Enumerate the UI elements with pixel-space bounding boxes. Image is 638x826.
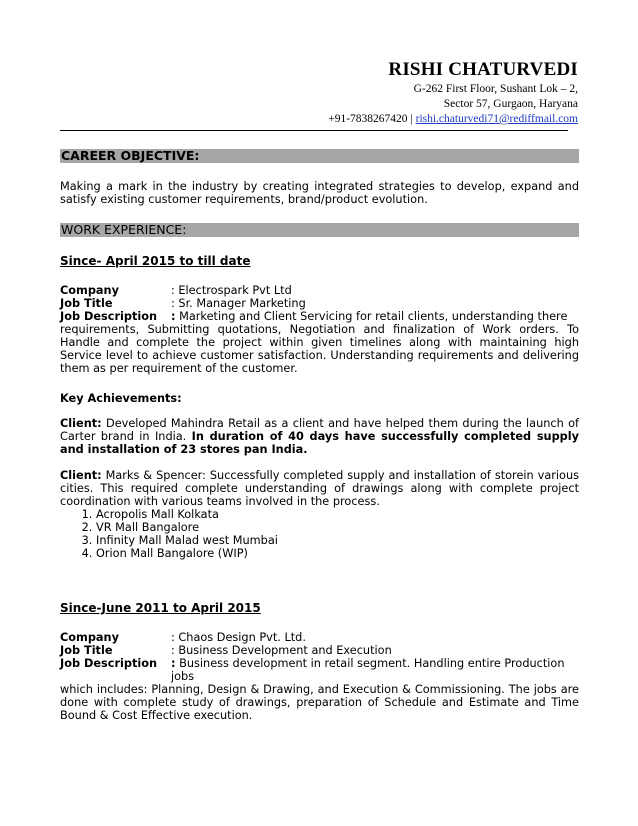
job-description-text: requirements, Submitting quotations, Negotiation and finalization of Work orders. To Handle and complete the project within given timelines along with maintaining high Service level to achieve customer satisfaction. Understanding requirements and delivering them as per requirement of the customer.	[60, 323, 579, 375]
job-title-label: Job Title	[60, 297, 113, 310]
job-1-details	[60, 284, 579, 375]
client-1-label: Client:	[60, 417, 102, 430]
resume-body	[60, 149, 579, 722]
job-entry-1	[60, 254, 579, 560]
client-1-text: Developed Mahindra Retail as a client and have helped them during the launch of Carter brand in India.	[60, 417, 579, 443]
job-title-value: : Business Development and Execution	[171, 644, 392, 657]
job-2-company-row	[60, 631, 579, 644]
list-item: 2. VR Mall Bangalore	[96, 521, 579, 534]
job-1-title-row	[60, 297, 579, 310]
email-link[interactable]: rishi.chaturvedi71@rediffmail.com	[415, 113, 578, 125]
client-2-label: Client:	[60, 469, 102, 482]
company-value: : Electrospark Pvt Ltd	[171, 284, 292, 297]
job-description-colon: :	[171, 310, 176, 323]
job-title-label: Job Title	[60, 644, 113, 657]
achievement-client-2	[60, 469, 579, 508]
client-1-highlight: In duration of 40 days have successfully completed supply and installation of 23 stores pan India.	[60, 430, 580, 456]
resume-header	[328, 58, 578, 127]
job-1-period: Since- April 2015 to till date	[60, 254, 251, 268]
job-title-value: : Sr. Manager Marketing	[171, 297, 306, 310]
job-description-first: Marketing and Client Servicing for retail clients, understanding there	[175, 310, 568, 323]
address-line-1: G-262 First Floor, Sushant Lok – 2,	[413, 83, 578, 95]
phone-number: +91-7838267420	[328, 113, 408, 125]
contact-separator: |	[410, 113, 413, 125]
contact-line	[328, 112, 578, 127]
header-divider	[60, 130, 568, 131]
job-description-first: Business development in retail segment. Handling entire Production jobs	[171, 657, 565, 683]
job-entry-2	[60, 601, 579, 722]
career-objective-heading: CAREER OBJECTIVE:	[60, 149, 579, 163]
job-2-desc-row	[60, 657, 579, 683]
work-experience-heading: WORK EXPERIENCE:	[60, 223, 579, 237]
job-2-title-row	[60, 644, 579, 657]
company-label: Company	[60, 284, 119, 297]
job-1-company-row	[60, 284, 579, 297]
job-1-desc-row	[60, 310, 579, 323]
list-item: 1. Acropolis Mall Kolkata	[96, 508, 579, 521]
job-description-label: Job Description	[60, 310, 158, 323]
list-item: 3. Infinity Mall Malad west Mumbai	[96, 534, 579, 547]
mall-list	[60, 508, 579, 560]
list-item: 4. Orion Mall Bangalore (WIP)	[96, 547, 579, 560]
achievement-client-1	[60, 417, 579, 456]
job-description-colon: :	[171, 657, 176, 670]
key-achievements-heading: Key Achievements:	[60, 392, 182, 405]
address-line-2: Sector 57, Gurgaon, Haryana	[443, 98, 578, 110]
job-2-period: Since-June 2011 to April 2015	[60, 601, 261, 615]
job-description-text: which includes: Planning, Design & Drawing, and Execution & Commissioning. The jobs are done with complete study of drawings, preparation of Schedule and Estimate and Time Bound & Cost Effective execution.	[60, 683, 579, 722]
company-label: Company	[60, 631, 119, 644]
client-2-text: Marks & Spencer: Successfully completed supply and installation of storein various cities. This required complete understanding of drawings along with complete project coordination with various teams involved in the process.	[60, 469, 579, 508]
job-2-details	[60, 631, 579, 722]
job-description-label: Job Description	[60, 657, 158, 670]
career-objective-text: Making a mark in the industry by creating integrated strategies to develop, expand and satisfy existing customer requirements, brand/product evolution.	[60, 180, 579, 206]
candidate-name: RISHI CHATURVEDI	[388, 59, 578, 80]
company-value: : Chaos Design Pvt. Ltd.	[171, 631, 306, 644]
